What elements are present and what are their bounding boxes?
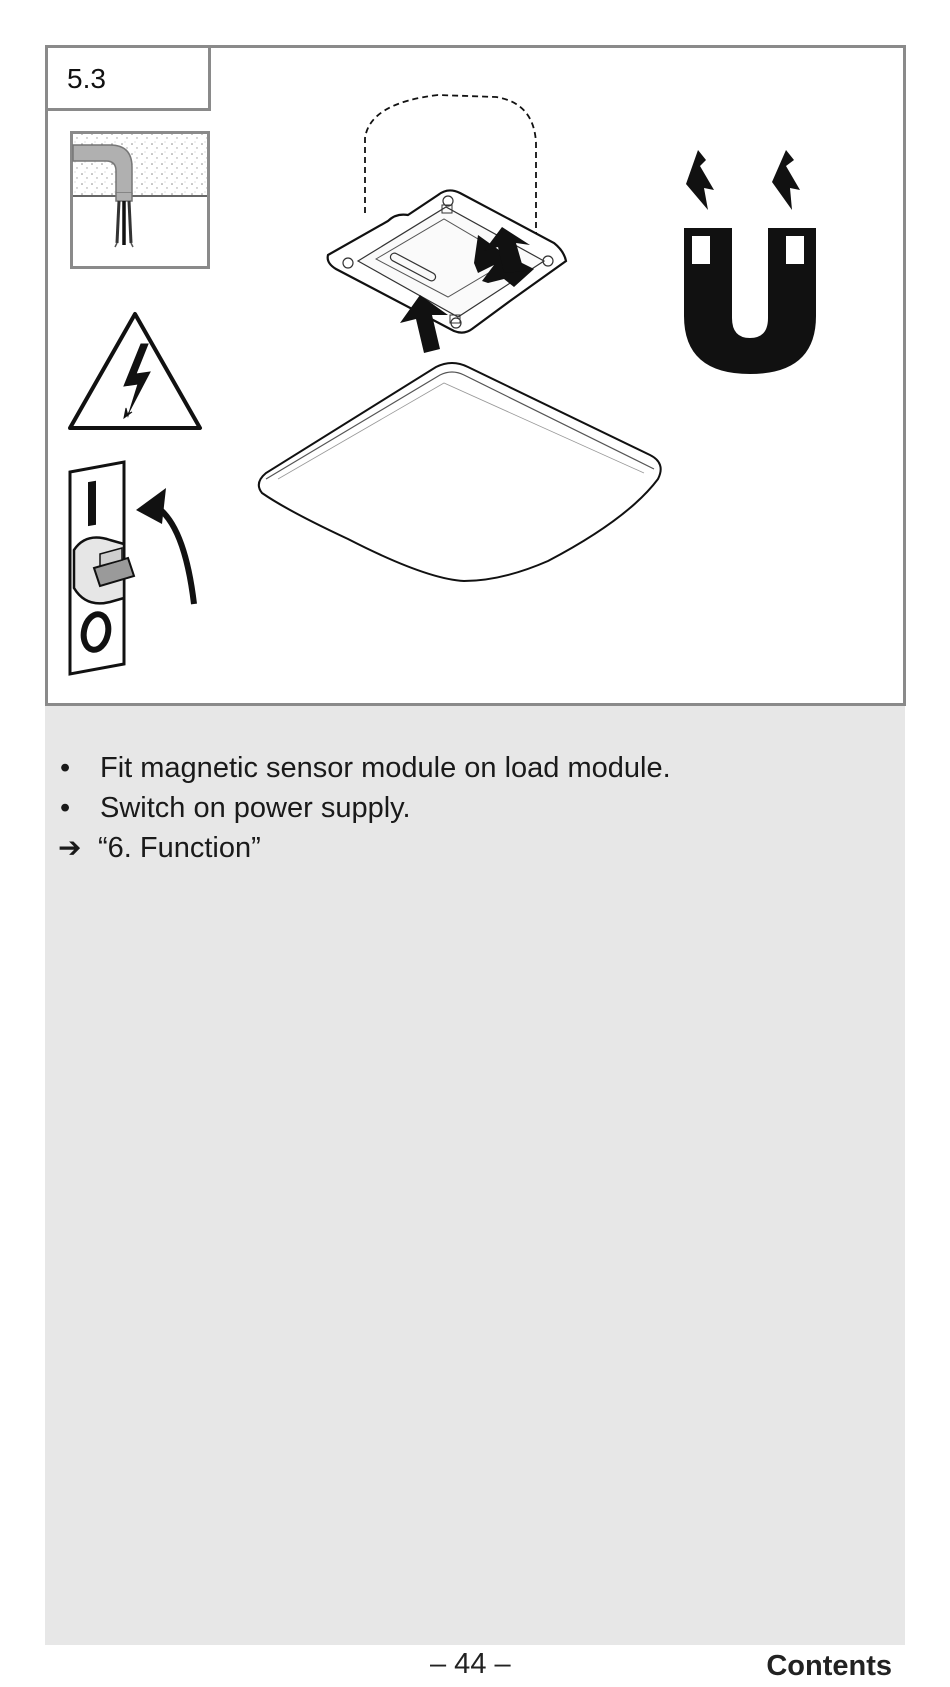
- bullet-marker: •: [60, 752, 71, 784]
- arrow-right-icon: ➔: [58, 832, 82, 863]
- cross-reference-link[interactable]: “6. Function”: [98, 832, 261, 864]
- contents-link[interactable]: Contents: [766, 1650, 892, 1682]
- cross-reference[interactable]: [58, 828, 878, 868]
- high-voltage-warning-icon: [66, 310, 204, 434]
- ceiling-cable-icon: [70, 131, 210, 269]
- circuit-breaker-icon: [66, 458, 206, 680]
- instruction-text: Fit magnetic sensor module on load module.: [100, 752, 671, 784]
- list-item: [58, 788, 878, 828]
- installation-figure: [45, 45, 906, 706]
- list-item: [58, 748, 878, 788]
- sensor-module-mounting-illustration: [248, 83, 678, 583]
- instruction-text: Switch on power supply.: [100, 792, 411, 824]
- step-number: 5.3: [67, 63, 106, 94]
- instruction-list: [58, 748, 878, 868]
- bullet-marker: •: [60, 792, 71, 824]
- step-label-box: [48, 48, 211, 111]
- magnet-icon: [678, 148, 828, 378]
- page-footer: [0, 1648, 950, 1686]
- page-number: – 44 –: [430, 1648, 511, 1680]
